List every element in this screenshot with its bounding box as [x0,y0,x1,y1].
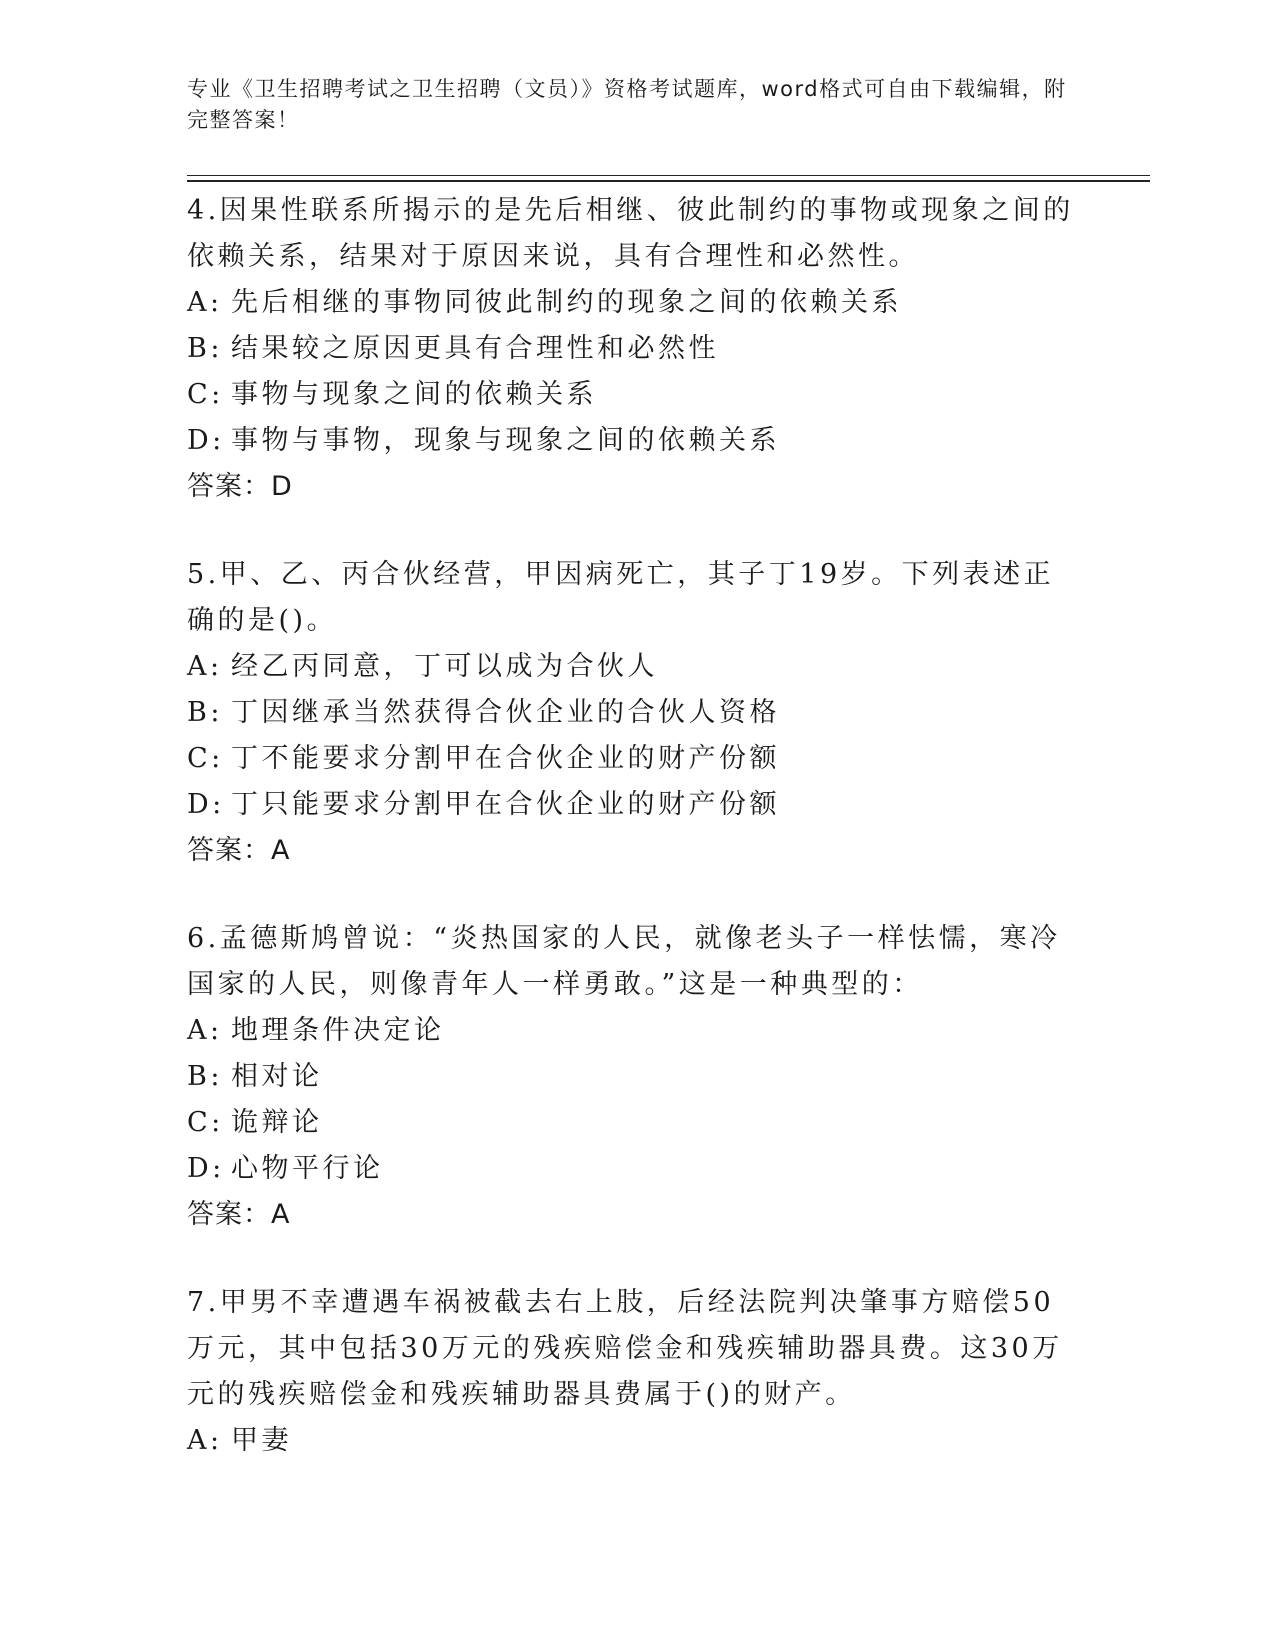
answer-option [187,1054,1077,1100]
answer-option [187,1008,1077,1054]
option-text: 先后相继的事物同彼此制约的现象之间的依赖关系 [231,287,902,318]
option-text: 相对论 [231,1061,323,1092]
option-letter: D: [187,425,225,456]
answer-key: 答案：D [187,471,293,502]
option-letter: A: [187,287,223,318]
answer-option [187,644,1077,690]
option-text: 丁因继承当然获得合伙企业的合伙人资格 [231,697,780,728]
option-text: 经乙丙同意，丁可以成为合伙人 [231,651,658,682]
option-letter: D: [187,789,225,820]
question-stem: 5.甲、乙、丙合伙经营，甲因病死亡，其子丁19岁。下列表述正确的是()。 [187,559,1055,636]
option-letter: B: [187,697,223,728]
option-letter: C: [187,1107,224,1138]
answer-option [187,1100,1077,1146]
option-letter: A: [187,1015,223,1046]
option-letter: A: [187,1425,223,1456]
question-block [187,188,1077,510]
option-text: 事物与现象之间的依赖关系 [231,379,597,410]
header-divider-thin [187,175,1150,176]
option-text: 结果较之原因更具有合理性和必然性 [231,333,719,364]
option-text: 心物平行论 [231,1153,384,1184]
option-text: 诡辩论 [231,1107,323,1138]
option-text: 丁只能要求分割甲在合伙企业的财产份额 [231,789,780,820]
question-block [187,552,1077,874]
option-text: 丁不能要求分割甲在合伙企业的财产份额 [231,743,780,774]
question-stem: 7.甲男不幸遭遇车祸被截去右上肢，后经法院判决肇事方赔偿50万元，其中包括30万元的残疾赔偿金和残疾辅助器具费。这30万元的残疾赔偿金和残疾辅助器具费属于()的财产。 [187,1287,1063,1410]
answer-option [187,326,1077,372]
answer-option [187,782,1077,828]
option-text: 地理条件决定论 [231,1015,445,1046]
option-letter: D: [187,1153,225,1184]
answer-option [187,690,1077,736]
question-block [187,916,1077,1238]
answer-key: 答案：A [187,835,291,866]
answer-option [187,1146,1077,1192]
option-letter: C: [187,379,224,410]
question-block [187,1280,1077,1464]
answer-option [187,736,1077,782]
answer-option [187,1418,1077,1464]
option-letter: B: [187,1061,223,1092]
option-text: 事物与事物，现象与现象之间的依赖关系 [231,425,780,456]
document-header: 专业《卫生招聘考试之卫生招聘（文员）》资格考试题库，word格式可自由下载编辑，附完整答案！ [187,77,1067,132]
question-stem: 6.孟德斯鸠曾说：“炎热国家的人民，就像老头子一样怯懦，寒冷国家的人民，则像青年人一样勇敢。”这是一种典型的： [187,923,1061,1000]
answer-option [187,372,1077,418]
option-letter: B: [187,333,223,364]
option-letter: C: [187,743,224,774]
question-list [187,188,1077,1506]
option-text: 甲妻 [231,1425,292,1456]
question-stem: 4.因果性联系所揭示的是先后相继、彼此制约的事物或现象之间的依赖关系，结果对于原因来说，具有合理性和必然性。 [187,195,1074,272]
answer-option [187,280,1077,326]
option-letter: A: [187,651,223,682]
answer-key: 答案：A [187,1199,291,1230]
header-divider-thick [187,180,1150,182]
answer-option [187,418,1077,464]
